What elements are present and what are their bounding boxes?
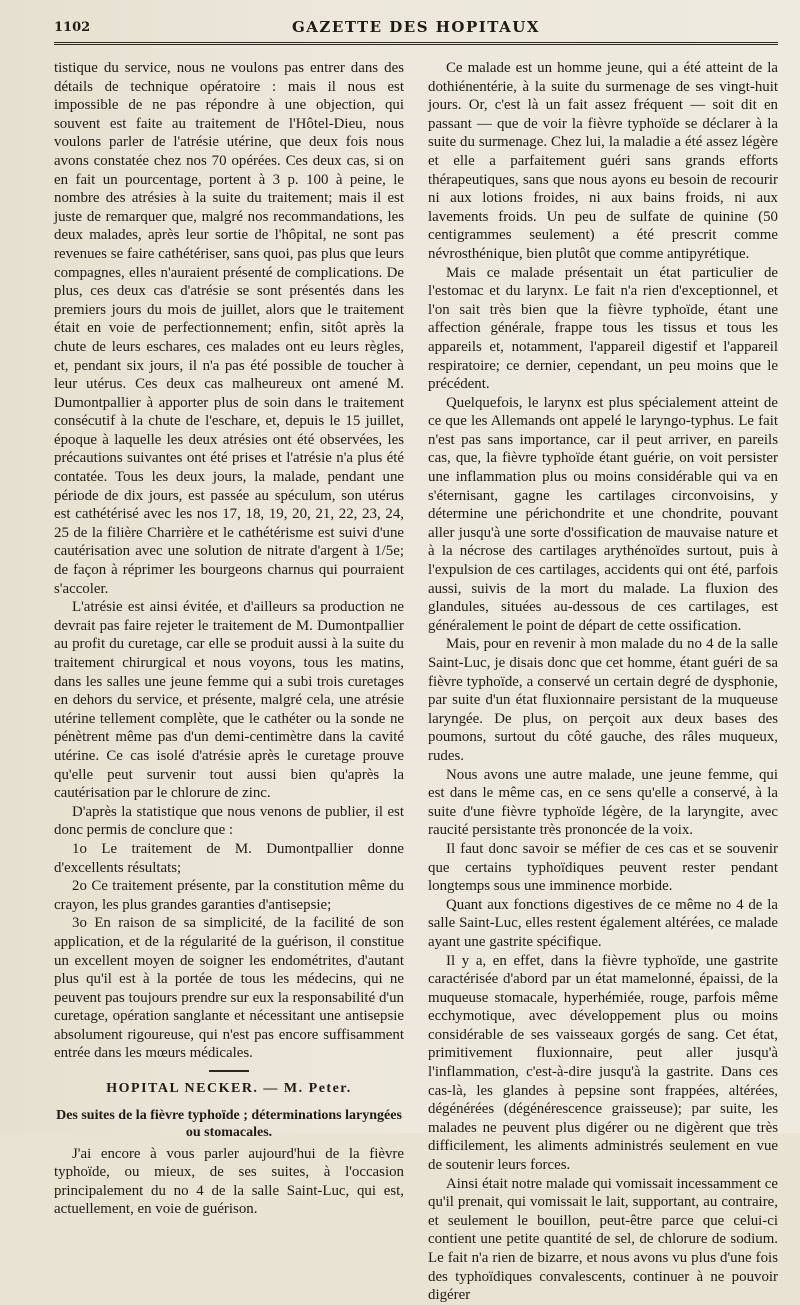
paragraph: tistique du service, nous ne voulons pas entrer dans des détails de technique opératoire : mais il nous est impossible de ne pas répondre à une objection, qui souvent est faite au traitement de l'Hôtel-Dieu, nous voulons parler de l'atrésie utérine, que deux fois nous avons constatée chez nos 70 opérées. Ces deux cas, si on en fait un pourcentage, portent à 3 p. 100 à peine, le nombre des atrésies à la suite du traitement; mais il est juste de remarquer que, malgré nos recommandations, les deux malades, après leur sortie de l'hôpital, ne sont pas revenues se faire cathétériser, sans quoi, pas plus que leurs compagnes, elles n'auraient présenté de complications. De plus, ces deux cas d'atrésie se sont présentés dans les premiers jours du mois de juillet, alors que le traitement était en voie de perfectionnement; enfin, sitôt après la chute de leurs eschares, ces malades ont eu leurs règles, et, pendant six jours, il n'a pas été possible de toucher à leur utérus. Ces deux cas malheureux ont amené M. Dumontpallier à apporter plus de soin dans le traitement consécutif à la chute de l'eschare, et, depuis le 15 juillet, époque à laquelle les deux atrésies ont été observées, les précautions suivantes ont été prises et l'atrésie n'a plus été contatée. Tous les deux jours, la malade, pendant une période de dix jours, est passée au spéculum, son utérus est cathétérisé avec les nos 17, 18, 19, 20, 21, 22, 23, 24, 25 de la filière Charrière et le cathétérisme est suivi d'une cautérisation avec une solution de nitrate d'argent à 1/5e; de façon à réprimer les bourgeons charnus qui pourraient s'accoler. xyxy=(54,60,404,597)
paragraph: Ainsi était notre malade qui vomissait incessamment ce qu'il prenait, qui vomissait le lait, supportant, au contraire, et seulement le bouillon, peut-être parce que celui-ci contient une petite quantité de sel, de chlorure de sodium. Le fait n'a rien de bizarre, et nous avons vu plus d'une fois des typhoïdiques convalescents, continuer à ne pouvoir digérer xyxy=(428,1175,778,1304)
paragraph: 3o En raison de sa simplicité, de la facilité de son application, et de la régularité de la guérison, il constitue un excellent moyen de soigner les endométrites, d'autant plus qu'il est à la portée de tous les médecins, qui ne peuvent pas toujours prendre sur eux la responsabilité d'un curetage, opération sanglante et nécessitant une antisepsie absolument rigoureuse, qui n'est pas encore suffisamment entrée dans les mœurs médicales. xyxy=(54,915,404,1062)
paragraph: Nous avons une autre malade, une jeune femme, qui est dans le même cas, en ce sens qu'elle a conservé, à la suite d'une fièvre typhoïde légère, de la laryngite, avec raucité persistante très prononcée de la voix. xyxy=(428,766,778,839)
paragraph: 2o Ce traitement présente, par la constitution même du crayon, les plus grandes garanties d'antisepsie; xyxy=(54,878,404,913)
article-title: Des suites de la fièvre typhoïde ; déterminations laryngées ou stomacales. xyxy=(56,1107,402,1140)
paragraph: Il faut donc savoir se méfier de ces cas et se souvenir que certains typhoïdiques peuvent rester pendant longtemps sous une imminence morbide. xyxy=(428,840,778,895)
paragraph: 1o Le traitement de M. Dumontpallier donne d'excellents résultats; xyxy=(54,840,404,876)
left-column xyxy=(54,59,404,1305)
paragraph: Mais, pour en revenir à mon malade du no 4 de la salle Saint-Luc, je disais donc que cet homme, étant guéri de sa fièvre typhoïde, a conservé un certain degré de dysphonie, par suite d'un état fluxionnaire persistant de la muqueuse laryngée. De plus, on perçoit aux deux bases des poumons, surtout du côté gauche, des râles muqueux, rudes. xyxy=(428,636,778,764)
page-number: 1102 xyxy=(54,20,91,35)
paragraph: Quelquefois, le larynx est plus spécialement atteint de ce que les Allemands ont appelé le laryngo-typhus. Le fait n'est pas sans importance, car il peut arriver, en pareils cas, que, la fièvre typhoïde étant guérie, on voit persister une inflammation plus ou moins considérable qui va en s'éternisant, gagne les cartilages circonvoisins, y détermine une périchondrite et une chondrite, pouvant aller jusqu'à une sorte d'ossification de mauvaise nature et à la nécrose des cartilages arythénoïdes surtout, puis à l'expulsion de ces cartilages, accidents qui ont été, parfois aussi, suivis de la mort du malade. La fluxion des glandules, situées au-dessous de ces cartilages, est généralement le point de départ de cette ossification. xyxy=(428,394,778,634)
paragraph: Il y a, en effet, dans la fièvre typhoïde, une gastrite caractérisée d'abord par un état mamelonné, épaissi, de la muqueuse stomacale, hyperhémiée, rouge, parfois même ecchymotique, avec développement plus ou moins considérable de ses vaisseaux gorgés de sang. Cet état, primitivement fluxionnaire, peut aller jusqu'à l'inflammation, c'est-à-dire jusqu'à la gastrite. Dans ces cas-là, les glandes à pepsine sont frappées, altérées, dégénérées (dégénérescence graisseuse); par suite, les malades ne peuvent plus digérer ou ne digèrent que très difficilement, les aliments administrés seulement en vue de soutenir leurs forces. xyxy=(428,952,778,1174)
paragraph: J'ai encore à vous parler aujourd'hui de la fièvre typhoïde, ou mieux, de ses suites, à l'occasion principalement du no 4 de la salle Saint-Luc, qui est, actuellement, en voie de guérison. xyxy=(54,1145,404,1218)
section-separator xyxy=(209,1070,249,1072)
paragraph: Ce malade est un homme jeune, qui a été atteint de la dothiénentérie, à la suite du surmenage de ses vingt-huit jours. Or, c'est là un fait assez fréquent — soit dit en passant — que de voir la fièvre typhoïde se déclarer à la suite du surmenage. Chez lui, la maladie a été assez légère et elle a parfaitement guéri sans grands efforts thérapeutiques, sans que nous ayons eu besoin de recourir ni aux lotions froides, ni aux bains froids, ni aux lavements froids. Un peu de sulfate de quinine (50 centigrammes seulement) a été prescrit comme névrosthénique, bien plutôt que comme antipyrétique. xyxy=(428,60,778,262)
section-title: HOPITAL NECKER. — M. Peter. xyxy=(106,1081,352,1097)
journal-title: GAZETTE DES HOPITAUX xyxy=(291,18,540,36)
paragraph: Quant aux fonctions digestives de ce même no 4 de la salle Saint-Luc, elles restent également altérées, ce malade ayant une gastrite spécifique. xyxy=(428,896,778,950)
paragraph: Mais ce malade présentait un état particulier de l'estomac et du larynx. Le fait n'a rien d'exceptionnel, et l'on sait très bien que la fièvre typhoïde, étant une affection générale, frappe tous les tissus et tous les appareils et, notamment, l'appareil digestif et l'appareil respiratoire; ce dernier, cependant, un peu moins que le précédent. xyxy=(428,264,778,393)
paragraph: D'après la statistique que nous venons de publier, il est donc permis de conclure que : xyxy=(54,803,404,839)
paragraph: L'atrésie est ainsi évitée, et d'ailleurs sa production ne devrait pas faire rejeter le traitement de M. Dumontpallier au profit du curetage, car elle se produit aussi à la suite du traitement chirurgical et nous voyons, tous les matins, dans les salles une jeune femme qui a subi trois curetages en dehors du service, et présente, malgré cela, une atrésie utérine tellement complète, que le cathéter ou la sonde ne pénètrent même pas d'un demi-centimètre dans la cavité utérine. Ce cas isolé d'atrésie après le curetage prouve qu'elle peut survenir tout aussi bien qu'après la cautérisation par le chlorure de zinc. xyxy=(54,599,404,802)
page-header xyxy=(54,14,778,45)
right-column xyxy=(428,59,778,1305)
text-columns xyxy=(54,59,778,1305)
